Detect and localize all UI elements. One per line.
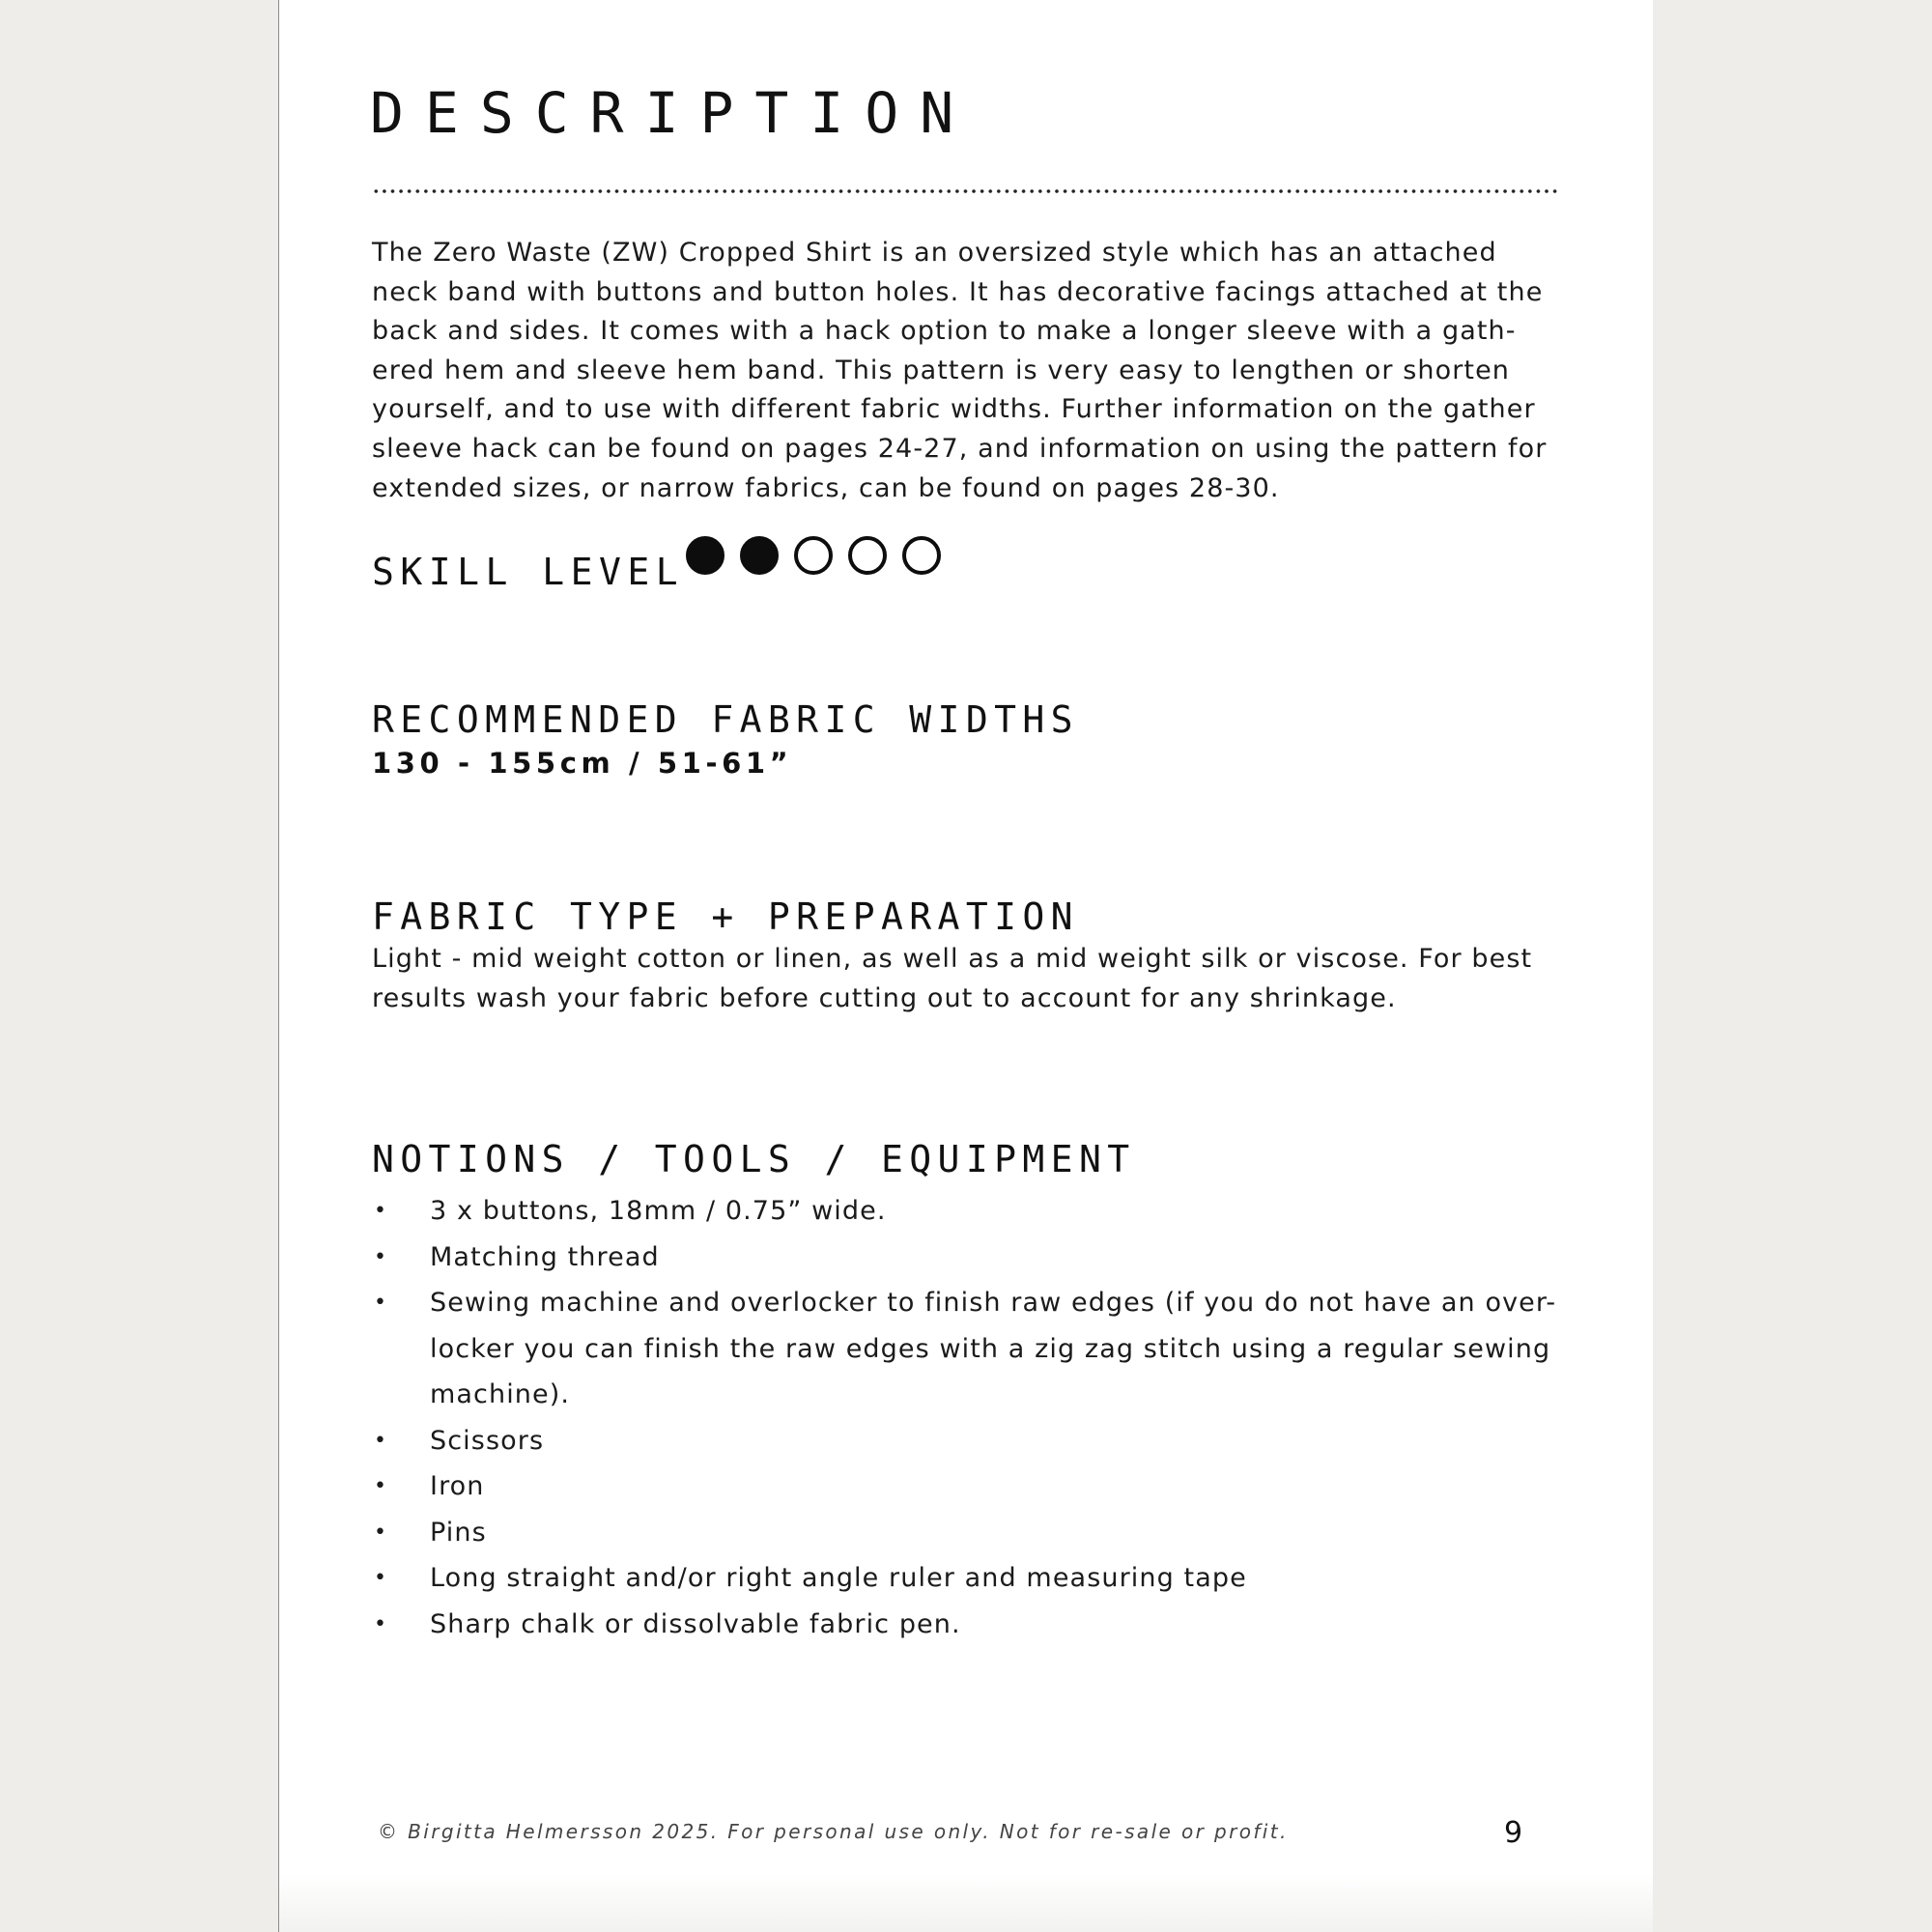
fabric-widths-value: 130 - 155cm / 51-61” (372, 747, 793, 780)
bullet: • (374, 1520, 388, 1545)
fabric-type-text: Light - mid weight cotton or linen, as well as a mid weight silk or viscose. For best results wash your fabric before cutting out to account for any shrinkage. (372, 944, 1533, 1013)
bullet: • (374, 1566, 388, 1590)
bullet: • (374, 1474, 388, 1498)
list-item-text: Sharp chalk or dissolvable fabric pen. (430, 1608, 961, 1639)
list-item (372, 1555, 1570, 1602)
fabric-widths-heading: RECOMMENDED FABRIC WIDTHS (372, 698, 1079, 741)
list-item-text: Sewing machine and overlocker to finish raw edges (if you do not have an over-locker you can finish the raw edges with a zig zag stitch using a regular sewing machine). (430, 1288, 1557, 1409)
page-number: 9 (1504, 1816, 1523, 1850)
skill-level-label: SKILL LEVEL (372, 551, 685, 593)
list-item (372, 1602, 1570, 1648)
skill-level (372, 536, 941, 601)
document-page (278, 0, 1653, 1932)
bullet: • (374, 1244, 388, 1269)
bullet: • (374, 1611, 388, 1636)
list-item (372, 1235, 1570, 1281)
description-paragraph: The Zero Waste (ZW) Cropped Shirt is an oversized style which has an attached neck band with buttons and button holes. It has decorative facings attached at the back and sides. It comes with a hack option to make a longer sleeve with a gath-ered hem and sleeve hem band. This pattern is very easy to lengthen or shorten yourself, and to use with different fabric widths. Further information on the gather sleeve hack can be found on pages 24-27, and information on using the pattern for extended sizes, or narrow fabrics, can be found on pages 28-30. (372, 238, 1548, 503)
list-item (372, 1510, 1570, 1556)
notions-list (372, 1188, 1570, 1647)
list-item-text: Pins (430, 1517, 487, 1548)
skill-dot-empty-icon (902, 536, 941, 575)
dotted-divider (372, 188, 1560, 194)
list-item-text: Long straight and/or right angle ruler and measuring tape (430, 1563, 1247, 1593)
skill-dot-filled-icon (686, 536, 724, 575)
list-item (372, 1418, 1570, 1464)
bullet: • (374, 1199, 388, 1223)
skill-level-rating (686, 536, 941, 575)
skill-dot-empty-icon (794, 536, 833, 575)
fabric-type-heading: FABRIC TYPE + PREPARATION (372, 895, 1079, 938)
list-item (372, 1188, 1570, 1235)
notions-heading: NOTIONS / TOOLS / EQUIPMENT (372, 1138, 1136, 1180)
list-item-text: 3 x buttons, 18mm / 0.75” wide. (430, 1196, 887, 1226)
list-item-text: Matching thread (430, 1241, 660, 1272)
list-item-text: Iron (430, 1471, 485, 1501)
bullet: • (374, 1291, 388, 1315)
skill-dot-empty-icon (848, 536, 887, 575)
copyright-notice: © Birgitta Helmersson 2025. For personal use only. Not for re-sale or profit. (378, 1820, 1289, 1843)
page-title: DESCRIPTION (370, 80, 976, 146)
list-item (372, 1463, 1570, 1510)
list-item-text: Scissors (430, 1425, 545, 1456)
skill-dot-filled-icon (740, 536, 779, 575)
bullet: • (374, 1428, 388, 1453)
list-item (372, 1280, 1570, 1418)
